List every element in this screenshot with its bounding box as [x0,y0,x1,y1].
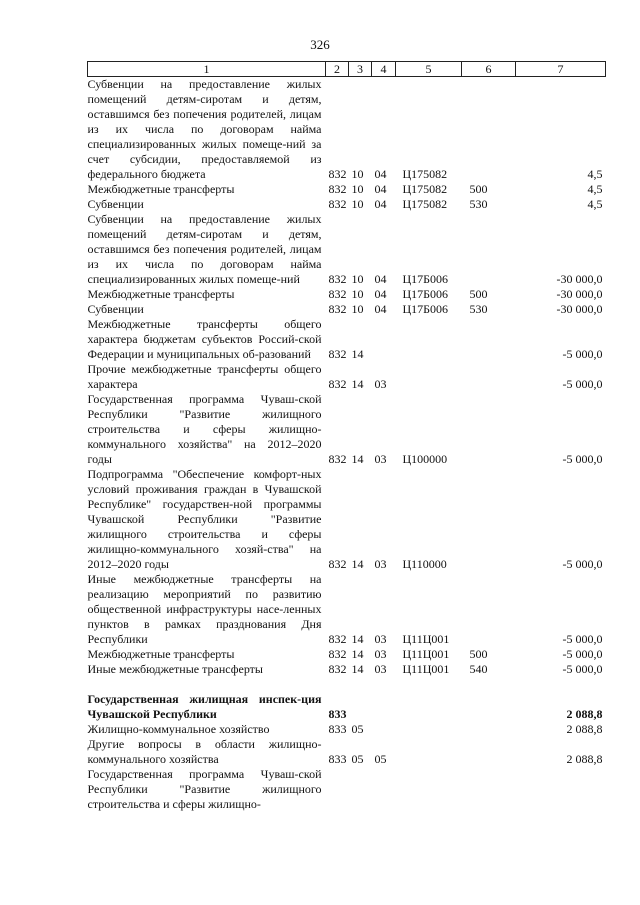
page-number: 326 [310,37,330,52]
target-article [396,317,462,362]
section-code: 10 [351,167,364,181]
row-name: Иные межбюджетные трансферты на реализацию мероприятий по развитию общественной инфраструктуры насе-ленных пунктов в рамках празднования Дня Республики [87,572,322,646]
row-name: Субвенции [87,197,144,211]
subsection-code [372,677,396,692]
expense-type [462,722,516,737]
table-row [88,302,606,317]
section-code: 05 [351,752,364,766]
subsection-code: 03 [374,647,387,661]
row-name: Прочие межбюджетные трансферты общего характера [87,362,322,391]
expense-type: 500 [469,182,488,196]
amount: 2 088,8 [566,752,603,766]
target-article: Ц110000 [402,557,447,571]
target-article: Ц175082 [402,197,448,211]
expense-type [462,317,516,362]
ministry-code: 832 [328,302,347,316]
section-code: 14 [351,662,364,676]
section-code: 14 [351,557,364,571]
target-article [396,692,462,722]
amount: -30 000,0 [556,272,603,286]
table-row [88,767,606,812]
target-article: Ц11Ц001 [402,662,450,676]
table-row [88,692,606,722]
column-header: 2 [326,62,349,77]
target-article: Ц11Ц001 [402,647,450,661]
column-header: 1 [88,62,326,77]
section-code: 10 [351,272,364,286]
ministry-code: 832 [328,197,347,211]
section-code: 14 [351,377,364,391]
ministry-code: 832 [328,167,347,181]
row-name: Межбюджетные трансферты [87,287,235,301]
subsection-code: 04 [374,272,387,286]
ministry-code: 833 [328,722,347,736]
target-article [396,767,462,812]
row-name: Межбюджетные трансферты [87,647,235,661]
ministry-code [326,677,349,692]
subsection-code: 04 [374,167,387,181]
amount [516,677,606,692]
row-name: Межбюджетные трансферты общего характера бюджетам субъектов Россий-ской Федерации и муниципальных об-разований [87,317,322,361]
amount: -5 000,0 [562,557,603,571]
row-name: Субвенции на предоставление жилых помещений детям-сиротам и детям, оставшимся без попечения родителей, лицам из их числа по договорам найма специализированных жилых помеще-ний за счет субсидии, предоставляемой из федерального бюджета [87,77,322,181]
row-name: Государственная программа Чуваш-ской Республики "Развитие жилищного строительства и сферы жилищно-коммунального хозяйства" на 2012–2020 годы [87,392,322,466]
ministry-code: 832 [328,287,347,301]
section-code: 10 [351,287,364,301]
row-name: Подпрограмма "Обеспечение комфорт-ных условий проживания граждан в Чувашской Республике" государствен-ной программы Чувашской Республики "Развитие жилищного строительства и сферы жилищно-коммунального хозяй-ства" на 2012–2020 годы [87,467,322,571]
amount: -5 000,0 [562,452,603,466]
subsection-code: 04 [374,287,387,301]
ministry-code: 833 [328,707,347,721]
expense-type: 500 [469,647,488,661]
subsection-code: 03 [374,557,387,571]
amount: 4,5 [587,197,603,211]
table-row [88,317,606,362]
table-row [88,287,606,302]
section-code: 10 [351,302,364,316]
amount [516,767,606,812]
expense-type: 530 [469,197,488,211]
ministry-code: 832 [328,632,347,646]
ministry-code: 832 [328,272,347,286]
target-article: Ц17Б006 [402,287,449,301]
column-header: 4 [372,62,396,77]
subsection-code: 04 [374,197,387,211]
table-row [88,662,606,677]
amount: 2 088,8 [566,722,603,736]
expense-type [462,212,516,287]
expense-type [462,77,516,183]
column-header: 5 [396,62,462,77]
expense-type: 500 [469,287,488,301]
expense-type [462,392,516,467]
row-name: Государственная программа Чуваш-ской Республики "Развитие жилищного строительства и сферы жилищно- [87,767,322,811]
amount: -5 000,0 [562,632,603,646]
expense-type [462,767,516,812]
table-body [88,77,606,813]
section-code: 14 [351,347,364,361]
expense-type [462,677,516,692]
subsection-code: 04 [374,182,387,196]
section-code: 10 [351,182,364,196]
expense-type [462,572,516,647]
subsection-code [372,317,396,362]
row-name: Субвенции [87,302,144,316]
section-code [349,767,372,812]
amount: -30 000,0 [556,287,603,301]
subsection-code: 03 [374,632,387,646]
table-row [88,197,606,212]
amount: -30 000,0 [556,302,603,316]
target-article: Ц17Б006 [402,272,449,286]
row-name: Иные межбюджетные трансферты [87,662,263,676]
table-header-row [88,62,606,77]
amount: 2 088,8 [566,707,603,721]
row-name: Межбюджетные трансферты [87,182,235,196]
budget-table [87,61,606,812]
row-name: Жилищно-коммунальное хозяйство [87,722,270,736]
ministry-code: 832 [328,452,347,466]
subsection-code: 03 [374,377,387,391]
row-name: Государственная жилищная инспек-ция Чувашской Республики [87,692,322,721]
subsection-code: 03 [374,452,387,466]
section-code [349,677,372,692]
table-row [88,77,606,183]
table-row [88,647,606,662]
row-name: Другие вопросы в области жилищно-коммунального хозяйства [87,737,322,766]
ministry-code: 832 [328,377,347,391]
section-code: 14 [351,632,364,646]
target-article [396,677,462,692]
table-row [88,362,606,392]
subsection-code: 03 [374,662,387,676]
ministry-code [326,767,349,812]
expense-type: 540 [469,662,488,676]
section-code: 14 [351,452,364,466]
column-header: 7 [516,62,606,77]
section-code: 10 [351,197,364,211]
target-article: Ц175082 [402,182,448,196]
amount: 4,5 [587,182,603,196]
target-article: Ц11Ц001 [402,632,450,646]
subsection-code: 04 [374,302,387,316]
amount: -5 000,0 [562,377,603,391]
subsection-code: 05 [374,752,387,766]
column-header: 6 [462,62,516,77]
amount: -5 000,0 [562,347,603,361]
section-code: 05 [351,722,364,736]
target-article: Ц100000 [402,452,448,466]
expense-type [462,737,516,767]
ministry-code: 832 [328,662,347,676]
subsection-code [372,722,396,737]
section-code: 14 [351,647,364,661]
ministry-code: 833 [328,752,347,766]
table-row [88,392,606,467]
ministry-code: 832 [328,647,347,661]
row-name [88,677,326,692]
expense-type: 530 [469,302,488,316]
table-row [88,737,606,767]
expense-type [462,692,516,722]
target-article [396,362,462,392]
expense-type [462,467,516,572]
column-header: 3 [349,62,372,77]
section-code [349,692,372,722]
amount: 4,5 [587,167,603,181]
table-row [88,182,606,197]
table-row [88,467,606,572]
amount: -5 000,0 [562,662,603,676]
table-row [88,677,606,692]
table-row [88,212,606,287]
expense-type [462,362,516,392]
target-article [396,722,462,737]
ministry-code: 832 [328,182,347,196]
row-name: Субвенции на предоставление жилых помещений детям-сиротам и детям, оставшимся без попечения родителей, лицам из их числа по договорам найма специализированных жилых помеще-ний [87,212,322,286]
target-article: Ц17Б006 [402,302,449,316]
table-row [88,572,606,647]
target-article: Ц175082 [402,167,448,181]
ministry-code: 832 [328,347,347,361]
target-article [396,737,462,767]
ministry-code: 832 [328,557,347,571]
subsection-code [372,767,396,812]
amount: -5 000,0 [562,647,603,661]
subsection-code [372,692,396,722]
table-row [88,722,606,737]
